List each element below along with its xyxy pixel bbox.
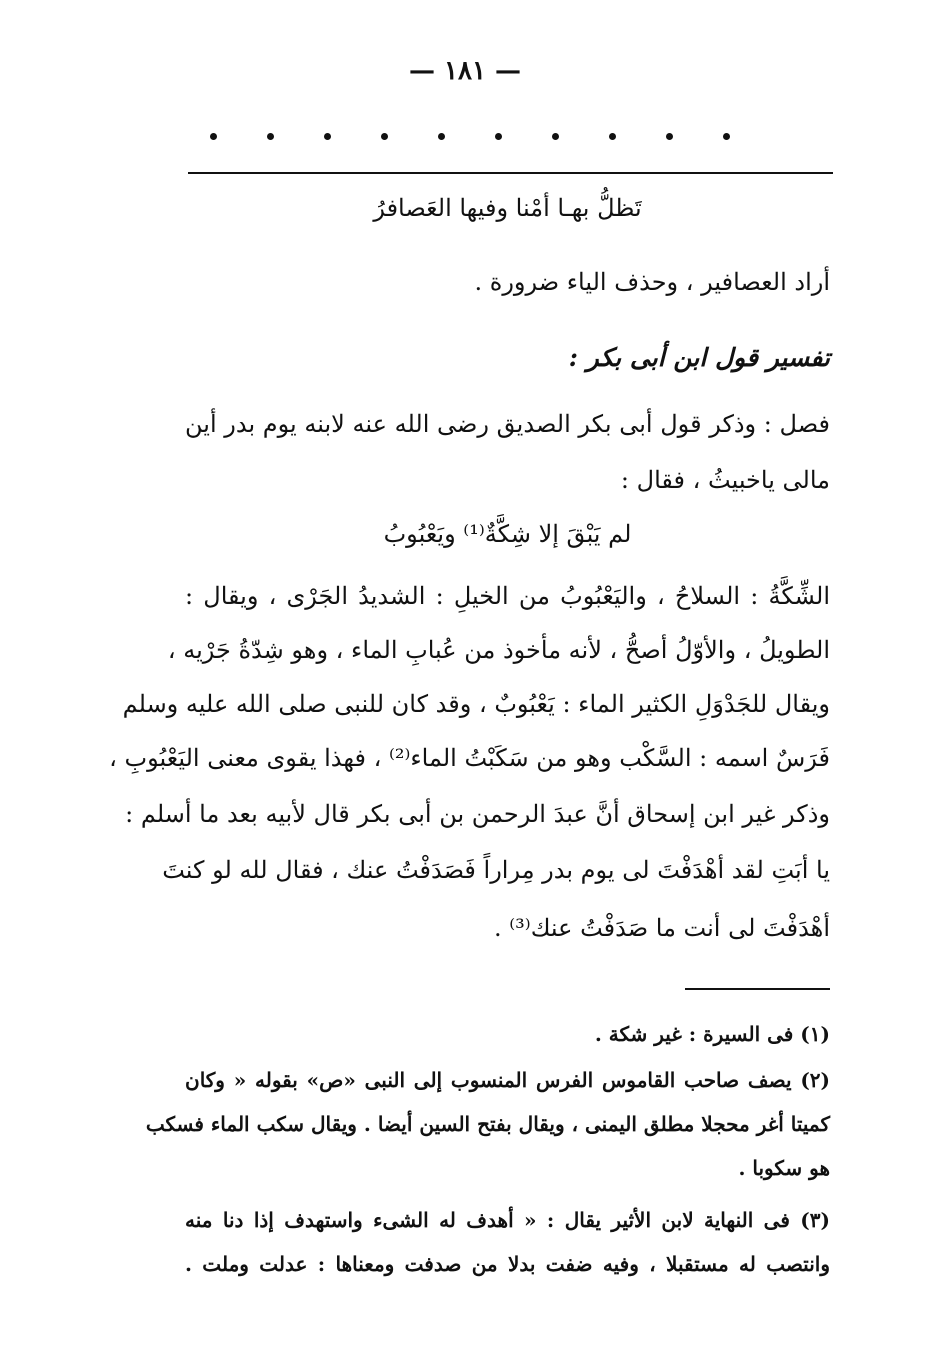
- ornament-dot: [381, 133, 388, 140]
- ornament-dots: [210, 133, 730, 140]
- ornament-dot: [324, 133, 331, 140]
- page-number: — ١٨١ —: [408, 56, 522, 86]
- footnote-line: وانتصب له مستقبلا ، وفيه ضفت بدلا من صدفت ومعناها : عدلت وملت .: [185, 1252, 830, 1276]
- ornament-dot: [666, 133, 673, 140]
- text-line: أراد العصافير ، وحذف الياء ضرورة .: [474, 268, 830, 296]
- footnote-line: (١) فى السيرة : غير شكة .: [594, 1022, 830, 1046]
- text-line: فصل : وذكر قول أبى بكر الصديق رضى الله عنه لابنه يوم بدر أين: [185, 410, 830, 438]
- text-line: ويقال للجَدْوَلِ الكثير الماء : يَعْبُوبٌ ، وقد كان للنبى صلى الله عليه وسلم: [122, 690, 830, 718]
- text-line: أهْدَفْتَ لى أنت ما صَدَفْتُ عنك⁽³⁾ .: [494, 914, 830, 942]
- ornament-dot: [438, 133, 445, 140]
- footnote-line: (٢) يصف صاحب القاموس الفرس المنسوب إلى النبى «ص» بقوله « وكان: [185, 1068, 830, 1092]
- text-line: مالى ياخبيثُ ، فقال :: [620, 466, 830, 494]
- section-heading: تفسير قول ابن أبى بكر :: [568, 343, 830, 372]
- text-line: الطويلُ ، والأوّلُ أصحُّ ، لأنه مأخوذ من عُبابِ الماء ، وهو شِدّةُ جَرْيه ،: [167, 636, 830, 664]
- verse-line: لم يَبْقَ إلا شِكَّةٌ⁽¹⁾ ويَعْبُوبُ: [383, 520, 632, 548]
- ornament-dot: [552, 133, 559, 140]
- ornament-dot: [723, 133, 730, 140]
- footnote-line: (٣) فى النهاية لابن الأثير يقال : « أهدف له الشىء واستهدف إذا دنا منه: [185, 1208, 830, 1232]
- text-line: فَرَسٌ اسمه : السَّكْب وهو من سَكَبْتُ الماء⁽²⁾ ، فهذا يقوى معنى اليَعْبُوبِ ،: [109, 744, 830, 772]
- ornament-dot: [210, 133, 217, 140]
- footnote-rule: [685, 988, 830, 990]
- footnote-line: هو سكوبا .: [738, 1156, 830, 1180]
- text-line: يا أبَتِ لقد أهْدَفْتَ لى يوم بدر مِراراً فَصَدَفْتُ عنك ، فقال لله لو كنتَ: [162, 856, 830, 884]
- ornament-dot: [495, 133, 502, 140]
- verse-line: تَظلُّ بهـا أمْنا وفيها العَصافرُ: [373, 194, 642, 222]
- text-line: وذكر غير ابن إسحاق أنَّ عبدَ الرحمن بن أبى بكر قال لأبيه بعد ما أسلم :: [125, 800, 830, 828]
- text-line: الشِّكَّةُ : السلاحُ ، واليَعْبُوبُ من الخيلِ : الشديدُ الجَرْى ، ويقال :: [185, 582, 830, 610]
- footnote-line: كميتا أغر محجلا مطلق اليمنى ، ويقال بفتح السين أيضا . ويقال سكب الماء فسكب: [145, 1112, 830, 1136]
- ornament-dot: [609, 133, 616, 140]
- ornament-dot: [267, 133, 274, 140]
- top-rule: [188, 172, 833, 174]
